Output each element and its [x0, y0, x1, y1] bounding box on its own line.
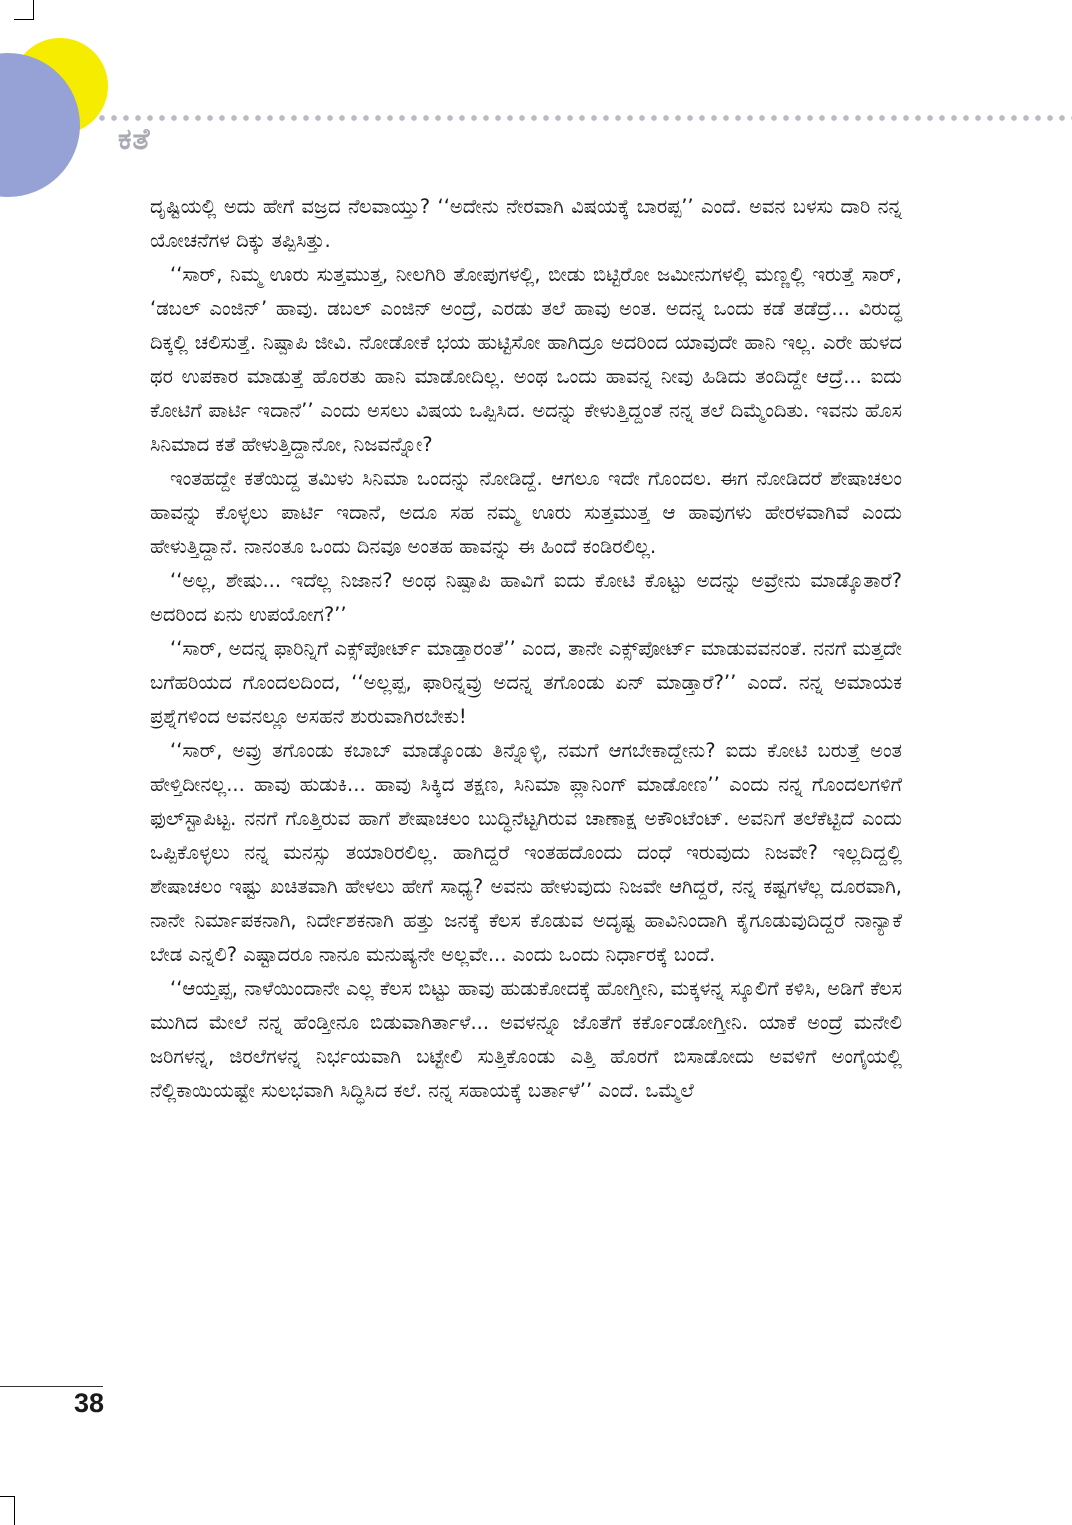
story-paragraph: ‘‘ಸಾರ್, ನಿಮ್ಮ ಊರು ಸುತ್ತಮುತ್ತ, ನೀಲಗಿರಿ ತೋಪುಗಳಲ್ಲಿ, ಬೀಡು ಬಿಟ್ಟಿರೋ ಜಮೀನುಗಳಲ್ಲಿ ಮಣ್ಣಲ್ಲಿ ಇರುತ್ತೆ ಸಾರ್, ‘ಡಬಲ್ ಎಂಜಿನ್’ ಹಾವು. ಡಬಲ್ ಎಂಜಿನ್ ಅಂದ್ರೆ, ಎರಡು ತಲೆ ಹಾವು ಅಂತ. ಅದನ್ನ ಒಂದು ಕಡೆ ತಡೆದ್ರೆ... ವಿರುದ್ಧ ದಿಕ್ಕಲ್ಲಿ ಚಲಿಸುತ್ತೆ. ನಿಷ್ಪಾಪಿ ಜೀವಿ. ನೋಡೋಕೆ ಭಯ ಹುಟ್ಟಿಸೋ ಹಾಗಿದ್ರೂ ಅದರಿಂದ ಯಾವುದೇ ಹಾನಿ ಇಲ್ಲ. ಎರೇ ಹುಳದ ಥರ ಉಪಕಾರ ಮಾಡುತ್ತೆ ಹೊರತು ಹಾನಿ ಮಾಡೋದಿಲ್ಲ. ಅಂಥ ಒಂದು ಹಾವನ್ನ ನೀವು ಹಿಡಿದು ತಂದಿದ್ದೇ ಆದ್ರೆ... ಐದು ಕೋಟಿಗೆ ಪಾರ್ಟಿ ಇದಾನೆ’’ ಎಂದು ಅಸಲು ವಿಷಯ ಒಪ್ಪಿಸಿದ. ಅದನ್ನು ಕೇಳುತ್ತಿದ್ದಂತೆ ನನ್ನ ತಲೆ ದಿಮ್ಮೆಂದಿತು. ಇವನು ಹೊಸ ಸಿನಿಮಾದ ಕತೆ ಹೇಳುತ್ತಿದ್ದಾನೋ, ನಿಜವನ್ನೋ? — [150, 263, 902, 456]
story-paragraph: ‘‘ಆಯ್ತಪ್ಪ, ನಾಳೆಯಿಂದಾನೇ ಎಲ್ಲ ಕೆಲಸ ಬಿಟ್ಟು ಹಾವು ಹುಡುಕೋದಕ್ಕೆ ಹೋಗ್ತೀನಿ, ಮಕ್ಕಳನ್ನ ಸ್ಕೂಲಿಗೆ ಕಳಿಸಿ, ಅಡಿಗೆ ಕೆಲಸ ಮುಗಿದ ಮೇಲೆ ನನ್ನ ಹೆಂಡ್ತೀನೂ ಬಿಡುವಾಗಿರ್ತಾಳೆ... ಅವಳನ್ನೂ ಜೊತೆಗೆ ಕರ್ಕೊಂಡೋಗ್ತೀನಿ. ಯಾಕೆ ಅಂದ್ರೆ ಮನೇಲಿ ಜರಿಗಳನ್ನ, ಜಿರಲೆಗಳನ್ನ ನಿರ್ಭಯವಾಗಿ ಬಟ್ಟೇಲಿ ಸುತ್ತಿಕೊಂಡು ಎತ್ತಿ ಹೊರಗೆ ಬಿಸಾಡೋದು ಅವಳಿಗೆ ಅಂಗೈಯಲ್ಲಿ ನೆಲ್ಲಿಕಾಯಿಯಷ್ಟೇ ಸುಲಭವಾಗಿ ಸಿದ್ಧಿಸಿದ ಕಲೆ. ನನ್ನ ಸಹಾಯಕ್ಕೆ ಬರ್ತಾಳೆ’’ ಎಂದೆ. ಒಮ್ಮೆಲೆ — [150, 977, 902, 1102]
story-paragraph: ದೃಷ್ಟಿಯಲ್ಲಿ ಅದು ಹೇಗೆ ವಜ್ರದ ನೆಲವಾಯ್ತು? ‘‘ಅದೇನು ನೇರವಾಗಿ ವಿಷಯಕ್ಕೆ ಬಾರಪ್ಪ’’ ಎಂದೆ. ಅವನ ಬಳಸು ದಾರಿ ನನ್ನ ಯೋಚನೆಗಳ ದಿಕ್ಕು ತಪ್ಪಿಸಿತ್ತು. — [150, 195, 902, 252]
story-paragraph: ‘‘ಅಲ್ಲ, ಶೇಷು... ಇದೆಲ್ಲ ನಿಜಾನ? ಅಂಥ ನಿಷ್ಪಾಪಿ ಹಾವಿಗೆ ಐದು ಕೋಟಿ ಕೊಟ್ಟು ಅದನ್ನು ಅವ್ರೇನು ಮಾಡ್ಕೊತಾರೆ? ಅದರಿಂದ ಏನು ಉಪಯೋಗ?’’ — [150, 569, 902, 626]
crop-mark — [14, 1497, 15, 1525]
footer-rule — [0, 1386, 103, 1387]
story-paragraph: ‘‘ಸಾರ್, ಅದನ್ನ ಫಾರಿನ್ನಿಗೆ ಎಕ್ಸ್‌ಪೋರ್ಟ್ ಮಾಡ್ತಾರಂತೆ’’ ಎಂದ, ತಾನೇ ಎಕ್ಸ್‌ಪೋರ್ಟ್ ಮಾಡುವವನಂತೆ. ನನಗೆ ಮತ್ತದೇ ಬಗೆಹರಿಯದ ಗೊಂದಲದಿಂದ, ‘‘ಅಲ್ಲಪ್ಪ, ಫಾರಿನ್ನವ್ರು ಅದನ್ನ ತಗೊಂಡು ಏನ್ ಮಾಡ್ತಾರೆ?’’ ಎಂದೆ. ನನ್ನ ಅಮಾಯಕ ಪ್ರಶ್ನೆಗಳಿಂದ ಅವನಲ್ಲೂ ಅಸಹನೆ ಶುರುವಾಗಿರಬೇಕು! — [150, 637, 902, 728]
section-label: ಕತೆ — [118, 122, 151, 157]
story-body — [150, 190, 902, 1108]
story-paragraph: ಇಂತಹದ್ದೇ ಕತೆಯಿದ್ದ ತಮಿಳು ಸಿನಿಮಾ ಒಂದನ್ನು ನೋಡಿದ್ದೆ. ಆಗಲೂ ಇದೇ ಗೊಂದಲ. ಈಗ ನೋಡಿದರೆ ಶೇಷಾಚಲಂ ಹಾವನ್ನು ಕೊಳ್ಳಲು ಪಾರ್ಟಿ ಇದಾನೆ, ಅದೂ ಸಹ ನಮ್ಮ ಊರು ಸುತ್ತಮುತ್ತ ಆ ಹಾವುಗಳು ಹೇರಳವಾಗಿವೆ ಎಂದು ಹೇಳುತ್ತಿದ್ದಾನೆ. ನಾನಂತೂ ಒಂದು ದಿನವೂ ಅಂತಹ ಹಾವನ್ನು ಈ ಹಿಂದೆ ಕಂಡಿರಲಿಲ್ಲ. — [150, 467, 902, 558]
header-decoration — [0, 0, 120, 210]
story-paragraph: ‘‘ಸಾರ್, ಅವ್ರು ತಗೊಂಡು ಕಬಾಬ್ ಮಾಡ್ಕೊಂಡು ತಿನ್ನೊಳ್ಳಿ, ನಮಗೆ ಆಗಬೇಕಾದ್ದೇನು? ಐದು ಕೋಟಿ ಬರುತ್ತೆ ಅಂತ ಹೇಳ್ತಿದೀನಲ್ಲ... ಹಾವು ಹುಡುಕಿ... ಹಾವು ಸಿಕ್ಕಿದ ತಕ್ಷಣ, ಸಿನಿಮಾ ಪ್ಲಾನಿಂಗ್ ಮಾಡೋಣ’’ ಎಂದು ನನ್ನ ಗೊಂದಲಗಳಿಗೆ ಫುಲ್‌ಸ್ಟಾಪಿಟ್ಟ. ನನಗೆ ಗೊತ್ತಿರುವ ಹಾಗೆ ಶೇಷಾಚಲಂ ಬುದ್ಧಿನೆಟ್ಟಗಿರುವ ಚಾಣಾಕ್ಷ ಅಕೌಂಟೆಂಟ್. ಅವನಿಗೆ ತಲೆಕೆಟ್ಟಿದೆ ಎಂದು ಒಪ್ಪಿಕೊಳ್ಳಲು ನನ್ನ ಮನಸ್ಸು ತಯಾರಿರಲಿಲ್ಲ. ಹಾಗಿದ್ದರೆ ಇಂತಹದೊಂದು ದಂಧೆ ಇರುವುದು ನಿಜವೇ? ಇಲ್ಲದಿದ್ದಲ್ಲಿ ಶೇಷಾಚಲಂ ಇಷ್ಟು ಖಚಿತವಾಗಿ ಹೇಳಲು ಹೇಗೆ ಸಾಧ್ಯ? ಅವನು ಹೇಳುವುದು ನಿಜವೇ ಆಗಿದ್ದರೆ, ನನ್ನ ಕಷ್ಟಗಳೆಲ್ಲ ದೂರವಾಗಿ, ನಾನೇ ನಿರ್ಮಾಪಕನಾಗಿ, ನಿರ್ದೇಶಕನಾಗಿ ಹತ್ತು ಜನಕ್ಕೆ ಕೆಲಸ ಕೊಡುವ ಅದೃಷ್ಟ ಹಾವಿನಿಂದಾಗಿ ಕೈಗೂಡುವುದಿದ್ದರೆ ನಾನ್ಯಾಕೆ ಬೇಡ ಎನ್ನಲಿ? ಎಷ್ಟಾದರೂ ನಾನೂ ಮನುಷ್ಯನೇ ಅಲ್ಲವೇ... ಎಂದು ಒಂದು ನಿರ್ಧಾರಕ್ಕೆ ಬಂದೆ. — [150, 739, 902, 966]
page-number: 38 — [74, 1388, 105, 1418]
crop-mark — [0, 1496, 15, 1497]
dotted-header-rule — [96, 114, 1072, 122]
